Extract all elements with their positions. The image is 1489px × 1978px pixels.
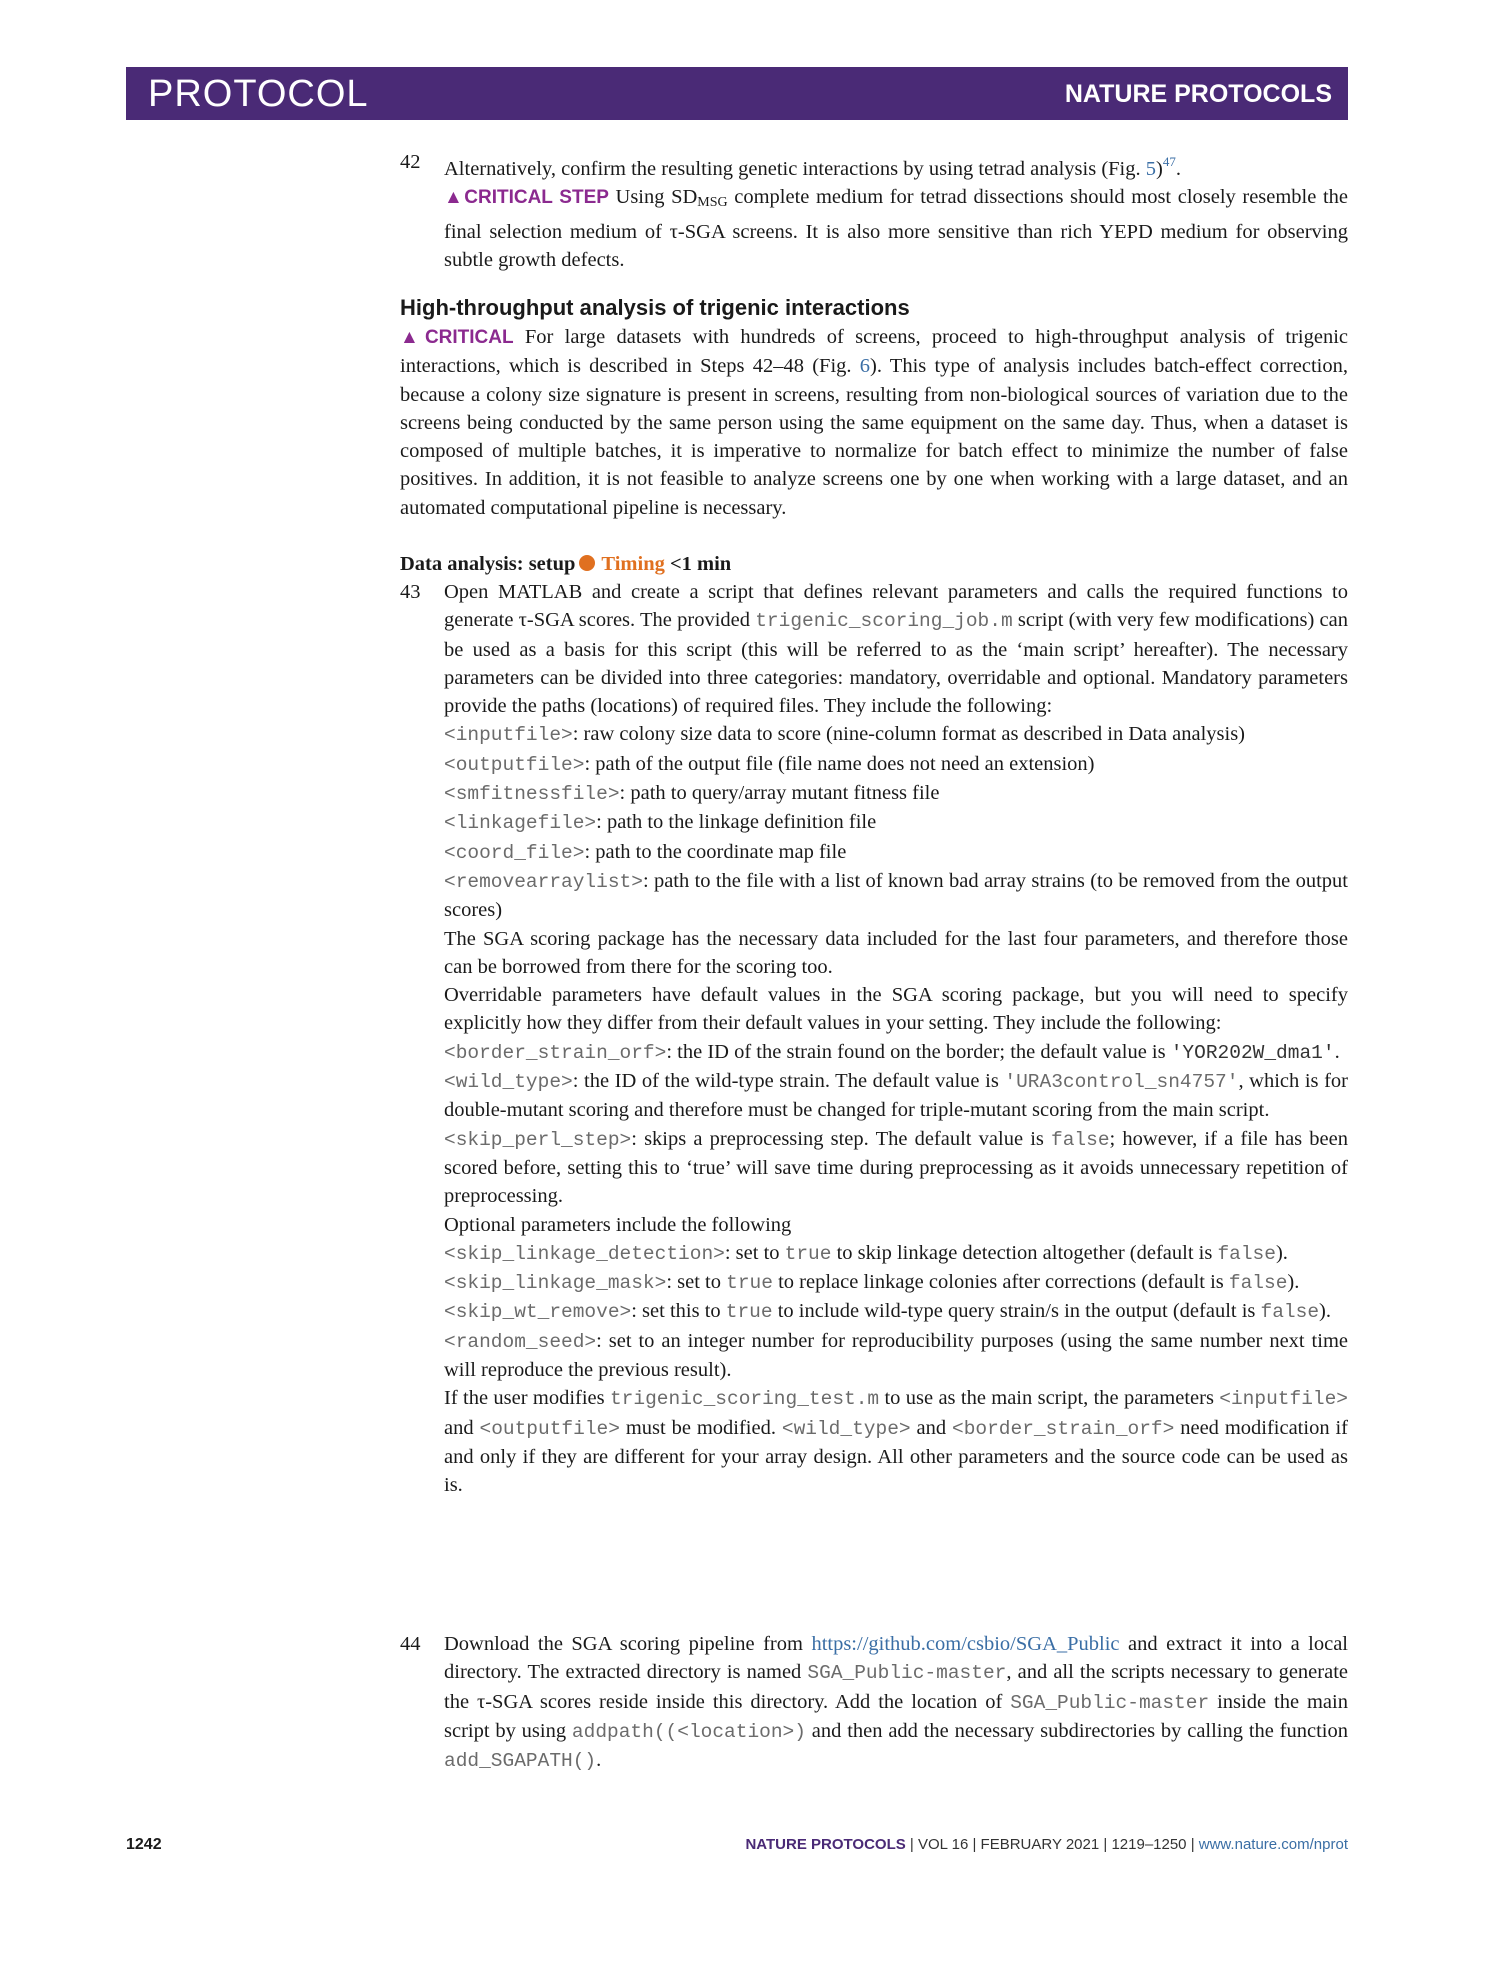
github-link[interactable]: https://github.com/csbio/SGA_Public	[811, 1633, 1120, 1655]
section-critical-paragraph: ▲CRITICAL For large datasets with hundreds of screens, proceed to high-throughput analysis of trigenic interactions, which is described in Steps 42–48 (Fig. 6). This type of analysis includes batch-effect correction, because a colony size signature is present in screens, resulting from non-biological sources of variation due to the screens being conducted by the same person using the same equipment on the same day. Thus, when a dataset is composed of multiple batches, it is imperative to normalize for batch effect to minimize the number of false positives. In addition, it is not feasible to analyze screens one by one when working with a large dataset, and an automated computational pipeline is necessary.	[400, 326, 1348, 519]
reference-link[interactable]: 47	[1162, 154, 1176, 169]
footer-citation	[745, 1836, 1348, 1853]
setup-heading	[400, 550, 1348, 578]
section-title: High-throughput analysis of trigenic interactions	[400, 295, 910, 320]
timing-label: Timing	[601, 553, 665, 575]
timing-dot-icon	[579, 555, 595, 571]
step-number: 42	[400, 151, 421, 173]
section-high-throughput	[400, 293, 1348, 522]
figure-link[interactable]: 5	[1145, 158, 1157, 180]
step-43: 43 Open MATLAB and create a script that defines relevant parameters and calls the required functions to generate τ-SGA scores. The provided trigenic_scoring_job.m script (with very few modifications) can be used as a basis for this script (this will be referred to as the ‘main script’ hereafter). The necessary parameters can be divided into three categories: mandatory, overridable and optional. Mandatory parameters provide the paths (locations) of required files. They include the following: <inputfile>: raw colony size data to score (nine-column format as described in Data analysis) <outputfile>: path of the output file (file name does not need an extension) <smfitnessfile>: path to query/array mutant fitness file <linkagefile>: path to the linkage definition file <coord_file>: path to the coordinate map file <removearraylist>: path to the file with a list of known bad array strains (to be removed from the output scores) The SGA scoring package has the necessary data included for the last four parameters, and therefore those can be borrowed from there for the scoring too. Overridable parameters have default values in the SGA scoring package, but you will need to specify explicitly how they differ from their default values in your setting. They include the following: <border_strain_orf>: the ID of the strain found on the border; the default value is 'YOR202W_dma1'. <wild_type>: the ID of the wild-type strain. The default value is 'URA3control_sn4757', which is for double-mutant scoring and therefore must be changed for triple-mutant scoring from the main script. <skip_perl_step>: skips a preprocessing step. The default value is false; however, if a file has been scored before, setting this to ‘true’ will save time during preprocessing as it avoids unnecessary repetition of preprocessing. Optional parameters include the following <skip_linkage_detection>: set to true to skip linkage detection altogether (default is false). <skip_linkage_mask>: set to true to replace linkage colonies after corrections (default is false). <skip_wt_remove>: set this to true to include wild-type query strain/s in the output (default is false). <random_seed>: set to an integer number for reproducibility purposes (using the same number next time will reproduce the previous result). If the user modifies trigenic_scoring_test.m to use as the main script, the parameters <inputfile> and <outputfile> must be modified. <wild_type> and <border_strain_orf> need modification if and only if they are different for your array design. All other parameters and the source code can be used as is.	[400, 578, 1348, 1500]
page-number: 1242	[126, 1836, 162, 1853]
step-42: 42 Alternatively, confirm the resulting genetic interactions by using tetrad analysis (Fig. 5)$^{47}$. ▲CRITICAL STEP Using $SD_{MSG}$ complete medium for tetrad dissections should most closely resemble the final selection medium of τ-SGA screens. It is also more sensitive than rich YEPD medium for observing subtle growth defects.	[400, 148, 1348, 274]
timing-value: <1 min	[669, 553, 732, 575]
footer-url-link[interactable]: www.nature.com/nprot	[1198, 1836, 1348, 1853]
setup-title: Data analysis: setup	[400, 553, 576, 575]
step-44: 44 Download the SGA scoring pipeline from https://github.com/csbio/SGA_Public and extract it into a local directory. The extracted directory is named SGA_Public-master, and all the scripts necessary to generate the τ-SGA scores reside inside this directory. Add the location of SGA_Public-master inside the main script by using addpath((<location>) and then add the necessary subdirectories by calling the function add_SGAPATH().	[400, 1630, 1348, 1775]
step-number: 44	[400, 1633, 421, 1655]
critical-label: ▲CRITICAL	[400, 327, 514, 348]
header-bar	[126, 67, 1348, 120]
footer-volume: | VOL 16 | FEBRUARY 2021 | 1219–1250 |	[905, 1836, 1199, 1853]
footer-journal: NATURE PROTOCOLS	[745, 1836, 906, 1853]
step-number: 43	[400, 581, 421, 603]
header-journal-name: NATURE PROTOCOLS	[1064, 80, 1332, 108]
figure-link[interactable]: 6	[859, 355, 870, 378]
critical-step-label: ▲CRITICAL STEP	[444, 187, 609, 209]
header-section-label: PROTOCOL	[148, 73, 369, 115]
